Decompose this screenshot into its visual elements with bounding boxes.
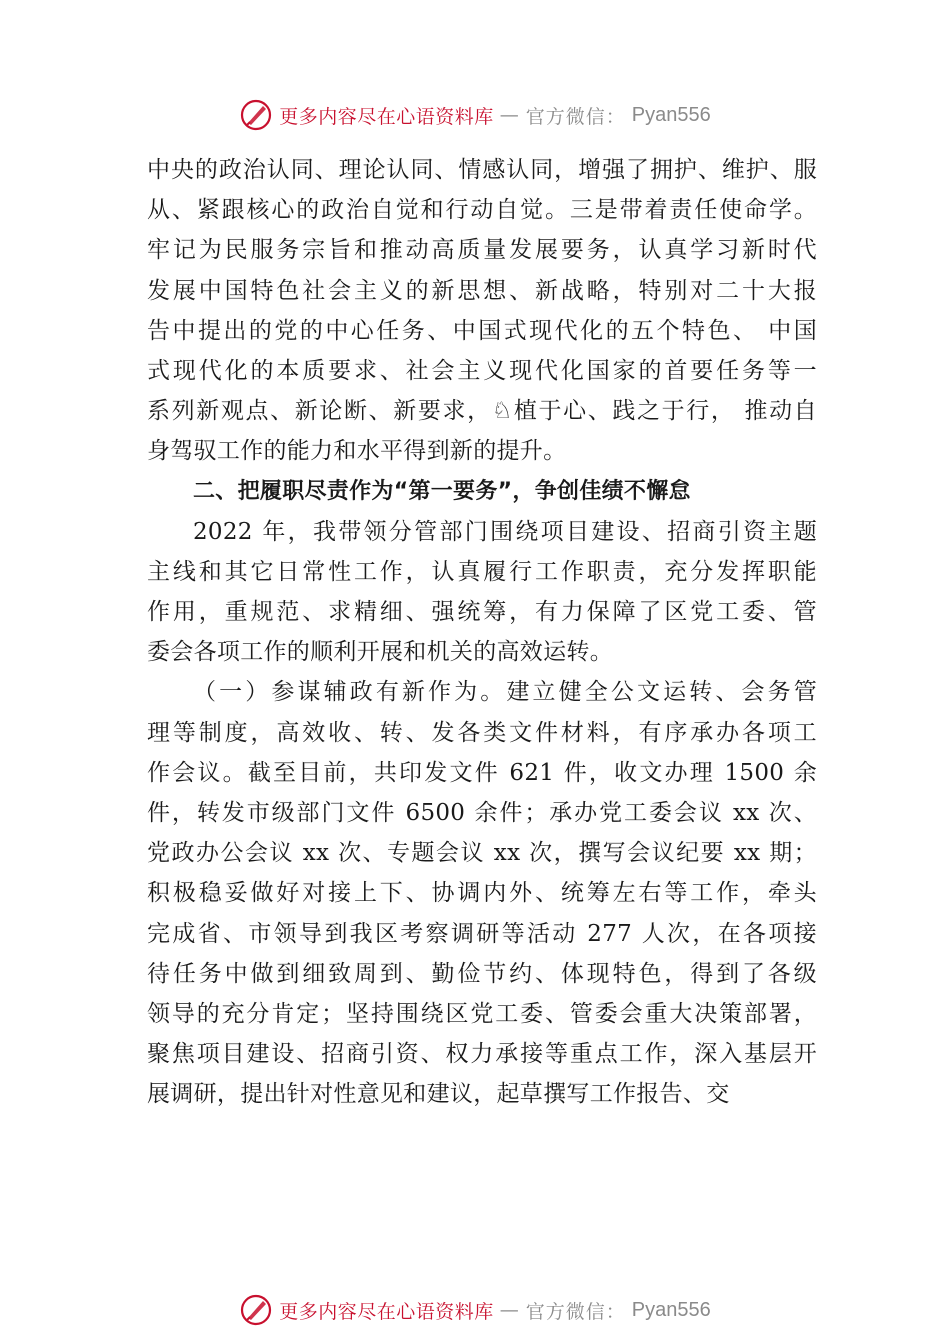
quill-seal-icon: [239, 98, 273, 132]
paragraph-1: [147, 150, 817, 472]
text-line: 发展中国特色社会主义的新思想、新战略，特别对二十大报: [147, 277, 817, 304]
watermark-account: Pyan556: [631, 103, 711, 126]
text-line: 作会议。截至目前，共印发文件 621 件，收文办理 1500 余: [147, 759, 817, 786]
watermark-account: Pyan556: [631, 1298, 711, 1321]
header-watermark: [0, 95, 950, 135]
text-line: 件，转发市级部门文件 6500 余件；承办党工委会议 xx 次、: [147, 800, 817, 826]
text-line: 作用，重规范、求精细、强统筹，有力保障了区党工委、管: [147, 599, 817, 626]
watermark-main-text: 更多内容尽在心语资料库: [279, 105, 494, 128]
text-line: 式现代化的本质要求、社会主义现代化国家的首要任务等一: [147, 357, 817, 384]
text-line: 2022 年，我带领分管部门围绕项目建设、招商引资主题: [193, 518, 817, 545]
text-line: 身驾驭工作的能力和水平得到新的提升。: [147, 438, 567, 465]
text-line: 告中提出的党的中心任务、中国式现代化的五个特色、 中国: [147, 317, 817, 344]
watermark-label: 官方微信：: [525, 1300, 626, 1323]
section-heading: 二、把履职尽责作为“第一要务”，争创佳绩不懈怠: [193, 478, 691, 504]
text-line: 待任务中做到细致周到、勤俭节约、体现特色，得到了各级: [147, 960, 817, 987]
text-line: 积极稳妥做好对接上下、协调内外、统筹左右等工作，牵头: [147, 880, 817, 907]
text-line: 理等制度，高效收、转、发各类文件材料，有序承办各项工: [147, 719, 817, 746]
text-line: 主线和其它日常性工作，认真履行工作职责，充分发挥职能: [147, 558, 817, 585]
text-line: 委会各项工作的顺利开展和机关的高效运转。: [147, 639, 613, 666]
watermark-main-text: 更多内容尽在心语资料库: [279, 1300, 494, 1323]
quill-seal-icon: [239, 1293, 273, 1327]
paragraph-2: [147, 512, 817, 673]
text-line: 系列新观点、新论断、新要求，♘植于心、践之于行， 推动自: [147, 398, 817, 425]
paragraph-3: [147, 672, 817, 1114]
text-line: （一）参谋辅政有新作为。建立健全公文运转、会务管: [193, 679, 817, 706]
text-line: 聚焦项目建设、招商引资、权力承接等重点工作，深入基层开: [147, 1041, 817, 1068]
text-line: 牢记为民服务宗旨和推动高质量发展要务，认真学习新时代: [147, 237, 817, 264]
watermark-separator: —: [499, 104, 520, 126]
text-line: 从、紧跟核心的政治自觉和行动自觉。三是带着责任使命学。: [147, 197, 817, 224]
text-line: 中央的政治认同、理论认同、情感认同，增强了拥护、维护、服: [147, 157, 817, 183]
text-line: 完成省、市领导到我区考察调研等活动 277 人次，在各项接: [147, 920, 817, 947]
document-body: [147, 150, 817, 1115]
text-line: 展调研，提出针对性意见和建议，起草撰写工作报告、交: [147, 1081, 730, 1108]
text-line: 领导的充分肯定；坚持围绕区党工委、管委会重大决策部署，: [147, 1000, 817, 1027]
text-line: 党政办公会议 xx 次、专题会议 xx 次，撰写会议纪要 xx 期；: [147, 840, 817, 867]
watermark-label: 官方微信：: [525, 105, 626, 128]
footer-watermark: [0, 1290, 950, 1330]
watermark-separator: —: [499, 1299, 520, 1321]
